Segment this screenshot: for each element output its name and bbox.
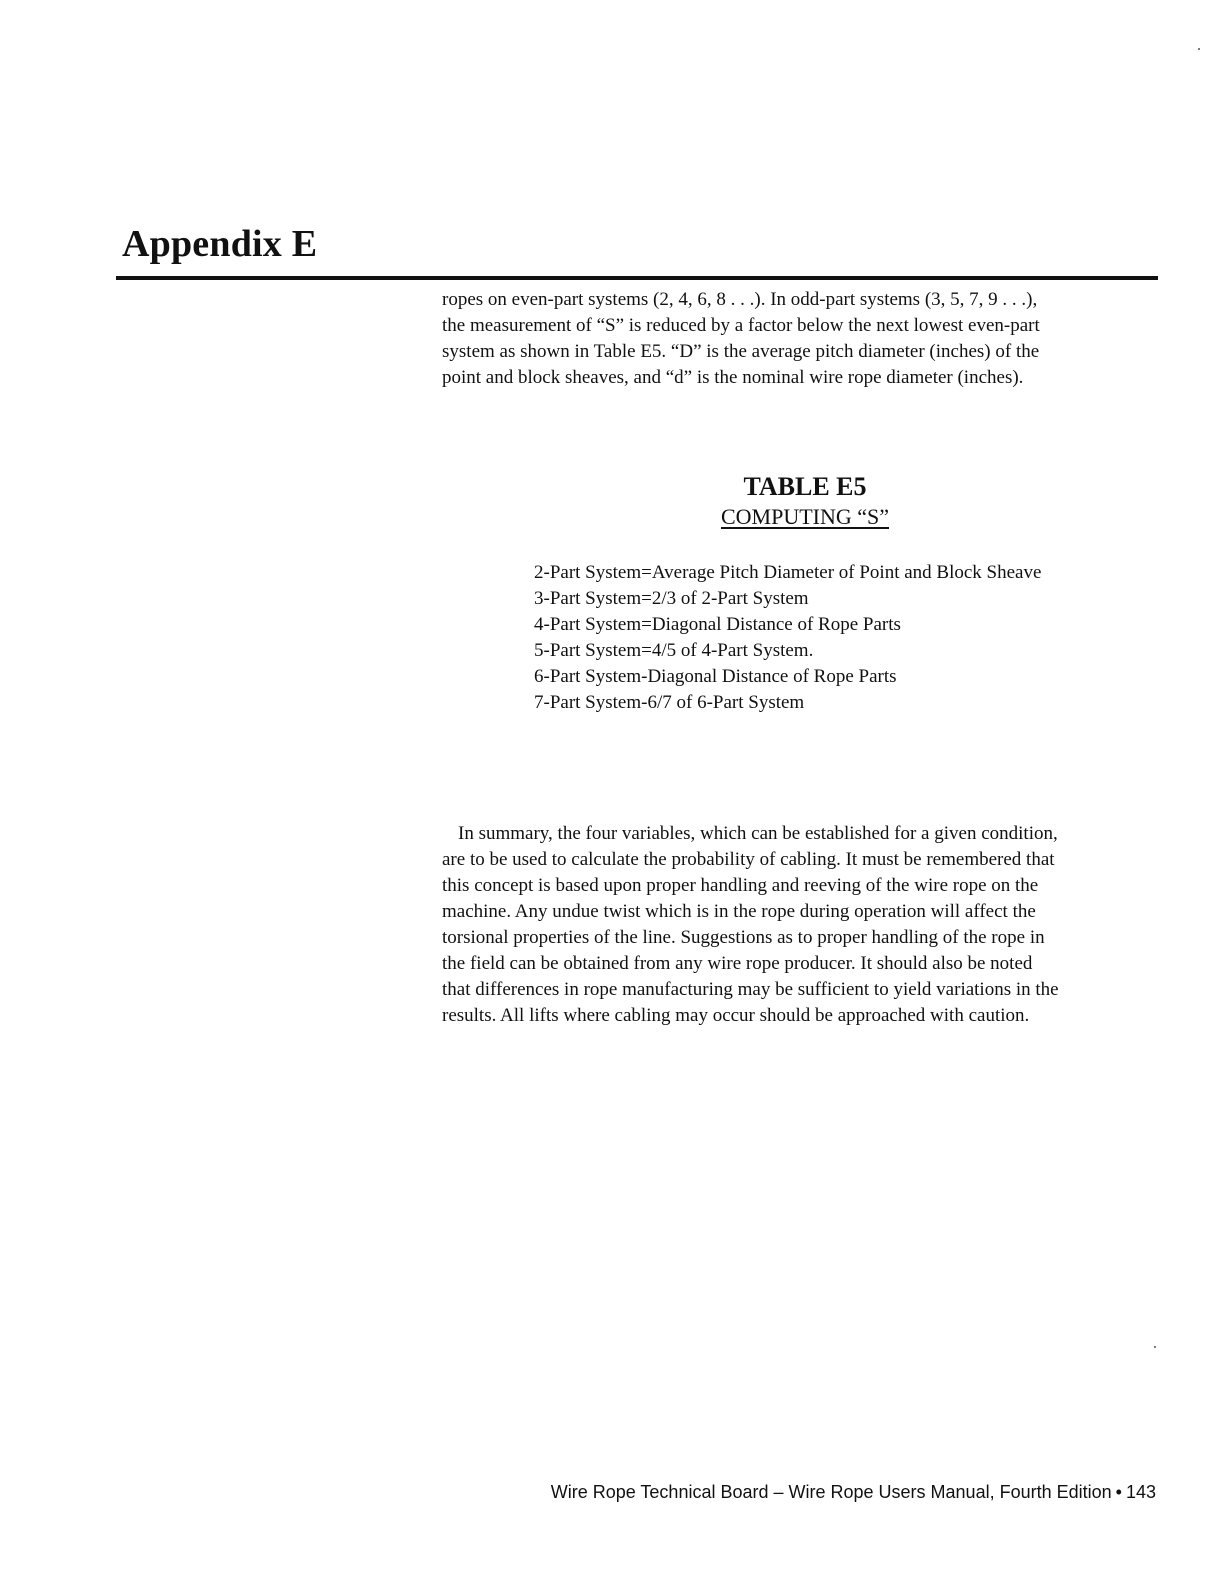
table-rows [534, 560, 1154, 716]
table-heading [600, 472, 1010, 532]
intro-paragraph [442, 287, 1162, 391]
intro-line: point and block sheaves, and “d” is the nominal wire rope diameter (inches). [442, 367, 1024, 388]
page-title: Appendix E [122, 223, 318, 265]
intro-line: system as shown in Table E5. “D” is the average pitch diameter (inches) of the [442, 341, 1040, 362]
summary-paragraph [442, 821, 1162, 1029]
scan-speck [1154, 1346, 1156, 1348]
table-subtitle: COMPUTING “S” [720, 504, 890, 529]
table-title: TABLE E5 [743, 472, 867, 501]
table-row: 5-Part System=4/5 of 4-Part System. [534, 640, 814, 661]
intro-line: ropes on even-part systems (2, 4, 6, 8 . . .). In odd-part systems (3, 5, 7, 9 . . .), [442, 289, 1038, 310]
table-row: 2-Part System=Average Pitch Diameter of Point and Block Sheave [534, 562, 1042, 583]
summary-line: the field can be obtained from any wire rope producer. It should also be noted [442, 953, 1033, 974]
intro-line: the measurement of “S” is reduced by a factor below the next lowest even-part [442, 315, 1040, 336]
footer-text: Wire Rope Technical Board – Wire Rope Users Manual, Fourth Edition [550, 1482, 1112, 1502]
title-divider [116, 276, 1158, 280]
page-footer [551, 1482, 1156, 1503]
summary-line: In summary, the four variables, which can be established for a given condition, [458, 823, 1058, 844]
page-number: 143 [1125, 1482, 1156, 1502]
summary-line: results. All lifts where cabling may occur should be approached with caution. [442, 1005, 1030, 1026]
summary-line: are to be used to calculate the probability of cabling. It must be remembered that [442, 849, 1055, 870]
table-row: 4-Part System=Diagonal Distance of Rope Parts [534, 614, 901, 635]
summary-line: machine. Any undue twist which is in the rope during operation will affect the [442, 901, 1036, 922]
footer-separator: • [1115, 1482, 1122, 1502]
summary-line: torsional properties of the line. Suggestions as to proper handling of the rope in [442, 927, 1045, 948]
summary-line: this concept is based upon proper handling and reeving of the wire rope on the [442, 875, 1039, 896]
table-row: 7-Part System-6/7 of 6-Part System [534, 692, 805, 713]
summary-line: that differences in rope manufacturing may be sufficient to yield variations in the [442, 979, 1059, 1000]
table-row: 6-Part System-Diagonal Distance of Rope Parts [534, 666, 897, 687]
table-row: 3-Part System=2/3 of 2-Part System [534, 588, 809, 609]
scan-speck [1198, 48, 1200, 50]
